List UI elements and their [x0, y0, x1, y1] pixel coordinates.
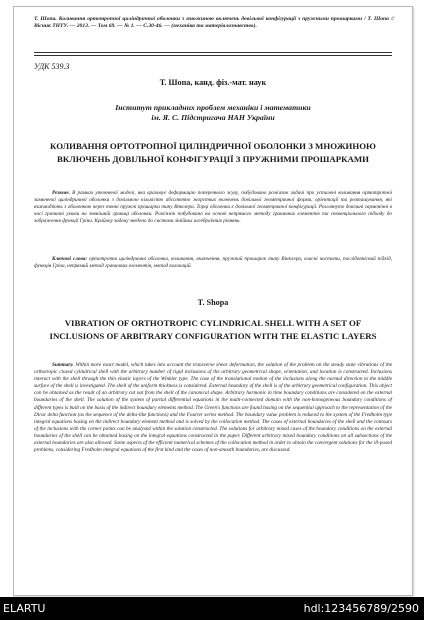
resume-label: Резюме.	[52, 190, 70, 196]
institution-line-1: Інститут прикладних проблем механіки і математики	[115, 103, 311, 112]
citation-reference: Т. Шопа. Коливання ортотропної циліндричної оболонки з множиною включень довільної конфігурації з пружними прошарками / Т. Шопа // Вісник ТНТУ. — 2013. — Том 69. — № 1. — С.30-46. — (механіка та матеріалознавство).	[34, 16, 394, 29]
repository-label: ELARTU	[3, 602, 46, 615]
resume-text: В рамках уточненої моделі, яка враховує деформацію поперечного зсуву, побудовано розв'язок задачі про усталені коливання ортотропної замкненої циліндричної оболонки з довільною кількістю абсолютно жорстких включень довільної геометричної форми, орієнтації та розташування, які взаємодіють з оболонкою через тонкі пружні прошарки типу Вінклера. Торці оболонки є довільної геометричної конфігурації. Розглянуто довільні гармонічні в часі граничні умови на зовнішній границі оболонки. Розв'язок побудовано на основі непрямого методу граничних елементів та секвенціального підходу до зображення функції Гріна. Крайову задачу зведено до системи лінійних алгебраїчних рівнянь.	[34, 190, 392, 225]
institution-line-2: ім. Я. С. Підстригача НАН України	[151, 113, 275, 122]
udk-code: УДК 539.3	[34, 62, 70, 71]
viewer-footer-bar	[0, 597, 424, 620]
resume-abstract	[34, 190, 392, 225]
header-rule-bottom	[34, 55, 392, 56]
summary-text: Within more exact model, which takes into account the transverse shear deformation, the solution of the problem on the steady state vibrations of the orthotropic closed cylindrical shell with the arbitrary number of rigid inclusions of the arbitrary geometrical shape, orientation, and location is constructed. Inclusions interact with the shell through the thin elastic layers of the Winkler type. The case of the translational motion of the inclusions along the normal direction to the middle surface of the shell is investigated. The shell of the uniform thickness is considered. External boundary of the shell is of the arbitrary geometrical configuration. This object can be obtained as the result of an arbitrary cut out from the shell of the canonical shape. Arbitrary harmonic in time boundary conditions are considered on the external boundaries of the shell. The solution of the system of partial differential equations in the multi-connected domain with the non-homogeneous boundary conditions of different types is built on the basis of the indirect boundary elements method. The Green's functions are found basing on the sequential approach to the representation of the Dirac delta function (as the sequence of the delta-like functions) and the Fourier series method. The boundary value problem is reduced to the system of the Fredholm type integral equations basing on the indirect boundary element method and is solved by the collocation method. The cases of external boundaries of the shell and the contours of the inclusions with the corner points can be analysed within the solution constructed. The solutions for arbitrary mixed cases of the boundary conditions on the external boundaries of the shell can be obtained basing on the integral equations constructed in the paper. Different arbitrary mixed boundary conditions on all subsections of the external boundaries are also allowed. Some aspects of the efficient numerical schemes of the collocation method in order to obtain the convergent solutions for the ill-posed problems, considering Fredholm integral equations of the first kind and the cases of non-smooth boundaries, are discussed.	[34, 362, 393, 454]
handle-id: hdl:123456789/2590	[303, 602, 419, 615]
title-english: VIBRATION OF ORTHOTROPIC CYLINDRICAL SHELL WITH A SET OF INCLUSIONS OF ARBITRARY CONFIGURATION WITH THE ELASTIC LAYERS	[49, 318, 377, 341]
keywords-label: Ключові слова:	[52, 256, 88, 262]
paper-page	[13, 6, 413, 596]
summary-abstract	[34, 362, 392, 454]
title-ukrainian: КОЛИВАННЯ ОРТОТРОПНОЇ ЦИЛІНДРИЧНОЇ ОБОЛОНКИ З МНОЖИНОЮ ВКЛЮЧЕНЬ ДОВІЛЬНОЇ КОНФІГУРАЦІЇ З ПРУЖНИМИ ПРОШАРКАМИ	[50, 141, 376, 164]
summary-label: Summary.	[52, 362, 74, 368]
keywords-block	[34, 256, 392, 270]
institution	[74, 103, 352, 123]
keywords-text: ортотропна циліндрична оболонка, коливання, включення, пружний прошарок типу Вінклера, власні частоти, послідовнісний підхід, функція Гріна, непрямий метод граничних елементів, метод колокацій.	[34, 256, 393, 270]
header-rule-top	[34, 52, 392, 53]
author-ukrainian: Т. Шопа, канд. фіз.-мат. наук	[159, 78, 267, 87]
author-english: T. Shopa	[197, 298, 229, 307]
